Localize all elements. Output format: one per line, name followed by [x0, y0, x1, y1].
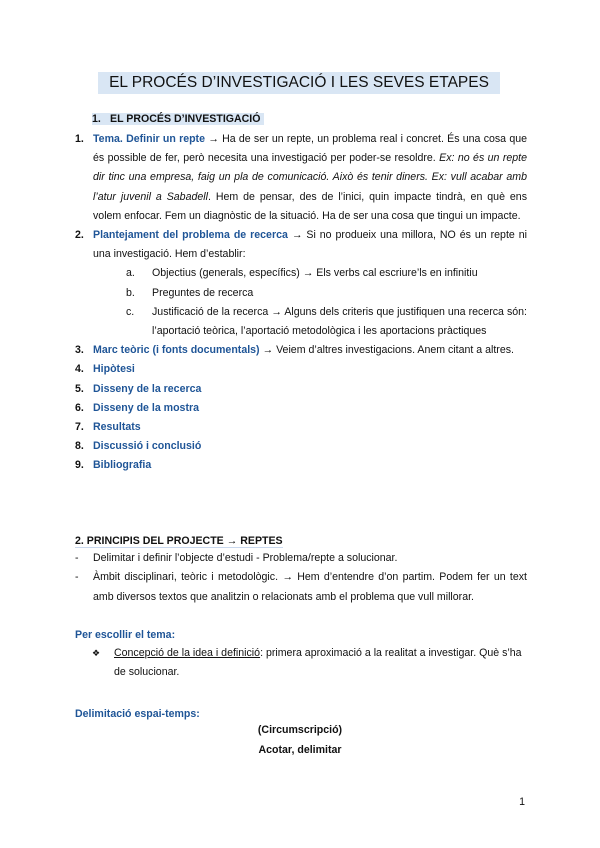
step-heading: Plantejament del problema de recerca: [93, 229, 288, 242]
step-heading: Disseny de la mostra: [93, 401, 199, 414]
step-heading: Discussió i conclusió: [93, 440, 202, 453]
acotar-line: Acotar, delimitar: [258, 744, 342, 756]
principles-list: [75, 549, 527, 607]
circumscription-line: (Circumscripció): [257, 724, 343, 736]
sub-item: a. Objectius (generals, específics) → Els verbs cal escriure’ls en infinitiu: [126, 267, 478, 280]
list-item: - Àmbit disciplinari, teòric i metodològic. → Hem d’entendre d’on partim. Podem fer un text amb diversos textos que analitzin o relacionats amb el problema que vull millorar.: [75, 571, 527, 603]
step-item: 6. Disseny de la mostra: [75, 401, 199, 414]
page-title: EL PROCÉS D’INVESTIGACIÓ I LES SEVES ETAPES: [98, 72, 500, 94]
step-item: 3. Marc teòric (i fonts documentals) → Veiem d’altres investigacions. Anem citant a altres.: [75, 344, 514, 357]
step-heading: Disseny de la recerca: [93, 382, 202, 395]
research-steps-list: [75, 130, 527, 476]
step-item: 8. Discussió i conclusió: [75, 440, 202, 453]
step-item: 9. Bibliografia: [75, 459, 152, 472]
step-item: 1. Tema. Definir un repte → Ha de ser un repte, un problema real i concret. És una cosa que és possible de fer, però necesita una investigació per poder-se resoldre. Ex: no és un repte dir tinc una empresa, faig un pla de comunicació. Això és tenir diners. Ex: vull acabar amb l’atur juvenil a Sabadell. Hem de pensar, des de l’inici, quin impacte tindrà, en què ens volem enfocar. Fem un diagnòstic de la situació. Ha de ser una cosa que tingui un impacte.: [75, 133, 528, 222]
section-1-heading: 1. EL PROCÉS D’INVESTIGACIÓ: [92, 110, 544, 129]
delimitation-heading: Delimitació espai-temps:: [75, 708, 200, 720]
topic-bullet-item: ❖ Concepció de la idea i definició: primera aproximació a la realitat a investigar. Què s’ha de solucionar.: [92, 644, 527, 683]
concept-term: Concepció de la idea i definició: [114, 647, 261, 659]
diamond-bullet-icon: ❖: [92, 648, 101, 658]
step-heading: Marc teòric (i fonts documentals): [93, 344, 260, 357]
step-heading: Resultats: [93, 421, 141, 434]
step-item: 5. Disseny de la recerca: [75, 382, 202, 395]
step-item: 4. Hipòtesi: [75, 363, 135, 376]
step-item: 2. Plantejament del problema de recerca → Si no produeix una millora, NO és un repte ni una investigació. Hem d’establir: a. Objectius (generals, específics) → Els verbs cal escriure’ls en infinitiu b. Preguntes de recerca c. Justificació de la recerca → Alguns dels criteris que justifiquen una recerca són: l’aportació teòrica, l’aportació metodològica i les aportacions pràctiques: [75, 226, 527, 341]
section-2-heading: 2. PRINCIPIS DEL PROJECTE → REPTES: [75, 535, 283, 547]
sub-item: b. Preguntes de recerca: [126, 286, 254, 299]
step-item: 7. Resultats: [75, 421, 141, 434]
example-text: Ex: no és un repte dir tinc una empresa, faig un pla de comunicació. Això és tenir diners. Ex: vull acabar amb l’atur juvenil a Sabadell: [93, 152, 528, 203]
page-number: 1: [519, 796, 525, 808]
sub-item: c. Justificació de la recerca → Alguns dels criteris que justifiquen una recerca són: l’aportació teòrica, l’aportació metodològica i les aportacions pràctiques: [126, 305, 527, 338]
step-heading: Tema. Definir un repte: [93, 133, 205, 145]
list-item: - Delimitar i definir l’objecte d’estudi - Problema/repte a solucionar.: [75, 552, 398, 564]
sub-list: [93, 264, 527, 341]
step-heading: Bibliografia: [93, 459, 152, 472]
step-heading: Hipòtesi: [93, 363, 135, 376]
choose-topic-heading: Per escollir el tema:: [75, 629, 176, 641]
